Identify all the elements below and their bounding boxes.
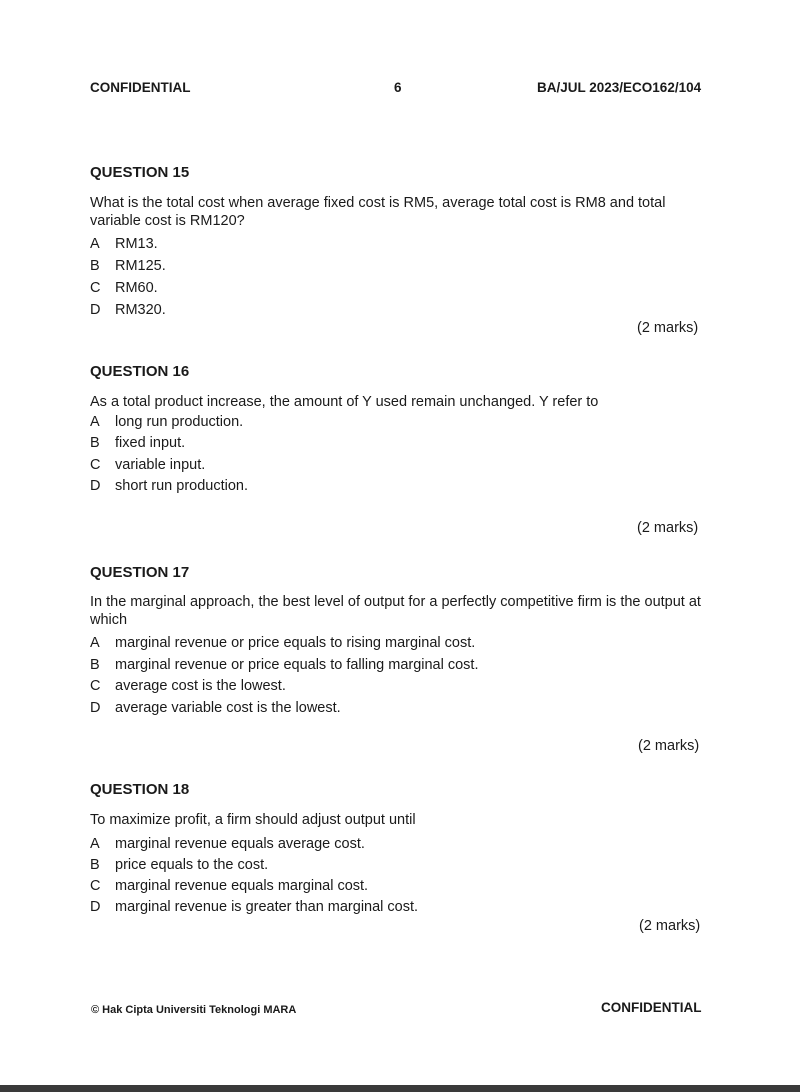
scan-edge-divider (0, 1085, 800, 1092)
option-d (90, 899, 418, 915)
option-text: RM125. (115, 258, 166, 274)
marks-label: (2 marks) (637, 320, 699, 336)
question-stem: In the marginal approach, the best level of output for a perfectly competitive firm is the output at which (90, 594, 701, 628)
document-code: BA/JUL 2023/ECO162/104 (537, 80, 702, 95)
option-letter: A (90, 635, 100, 651)
option-text: fixed input. (115, 435, 186, 451)
option-d (90, 302, 166, 318)
option-letter: D (90, 700, 101, 716)
option-text: variable input. (115, 457, 206, 473)
option-text: average cost is the lowest. (115, 678, 286, 694)
option-letter: A (90, 236, 100, 252)
option-letter: B (90, 435, 100, 451)
option-a (90, 635, 475, 651)
option-text: marginal revenue equals average cost. (115, 836, 365, 852)
option-letter: C (90, 878, 101, 894)
option-letter: A (90, 414, 100, 430)
option-text: marginal revenue or price equals to falling marginal cost. (115, 657, 479, 673)
option-text: price equals to the cost. (115, 857, 269, 873)
option-letter: B (90, 258, 100, 274)
marks-label: (2 marks) (639, 918, 701, 934)
option-text: marginal revenue is greater than marginal cost. (115, 899, 419, 915)
option-text: short run production. (115, 478, 248, 494)
marks-label: (2 marks) (638, 738, 700, 754)
option-a (90, 414, 243, 430)
header-confidential: CONFIDENTIAL (90, 80, 191, 95)
option-d (90, 478, 248, 494)
option-b (90, 258, 166, 274)
option-letter: B (90, 857, 100, 873)
option-c (90, 280, 158, 296)
option-letter: B (90, 657, 100, 673)
option-b (90, 657, 479, 673)
option-c (90, 678, 286, 694)
option-a (90, 836, 365, 852)
option-letter: D (90, 478, 101, 494)
question-title: QUESTION 18 (90, 781, 190, 798)
footer-copyright: © Hak Cipta Universiti Teknologi MARA (91, 1004, 297, 1016)
option-a (90, 236, 158, 252)
option-d (90, 700, 341, 716)
option-text: long run production. (115, 414, 244, 430)
question-stem: What is the total cost when average fixed cost is RM5, average total cost is RM8 and total variable cost is RM120? (90, 195, 666, 229)
option-c (90, 878, 368, 894)
option-b (90, 435, 185, 451)
question-title: QUESTION 15 (90, 164, 190, 181)
option-letter: C (90, 457, 101, 473)
option-letter: A (90, 836, 100, 852)
option-c (90, 457, 205, 473)
page-number: 6 (394, 80, 402, 95)
option-text: RM13. (115, 236, 158, 252)
option-letter: D (90, 302, 101, 318)
question-title: QUESTION 17 (90, 564, 190, 581)
option-letter: D (90, 899, 101, 915)
option-letter: C (90, 678, 101, 694)
option-letter: C (90, 280, 101, 296)
footer-confidential: CONFIDENTIAL (601, 1000, 702, 1015)
question-title: QUESTION 16 (90, 363, 190, 380)
option-text: RM320. (115, 302, 166, 318)
option-text: average variable cost is the lowest. (115, 700, 341, 716)
question-stem: As a total product increase, the amount of Y used remain unchanged. Y refer to (90, 394, 599, 410)
option-b (90, 857, 268, 873)
option-text: marginal revenue equals marginal cost. (115, 878, 369, 894)
option-text: RM60. (115, 280, 158, 296)
question-stem: To maximize profit, a firm should adjust output until (90, 812, 416, 828)
marks-label: (2 marks) (637, 520, 699, 536)
option-text: marginal revenue or price equals to rising marginal cost. (115, 635, 476, 651)
